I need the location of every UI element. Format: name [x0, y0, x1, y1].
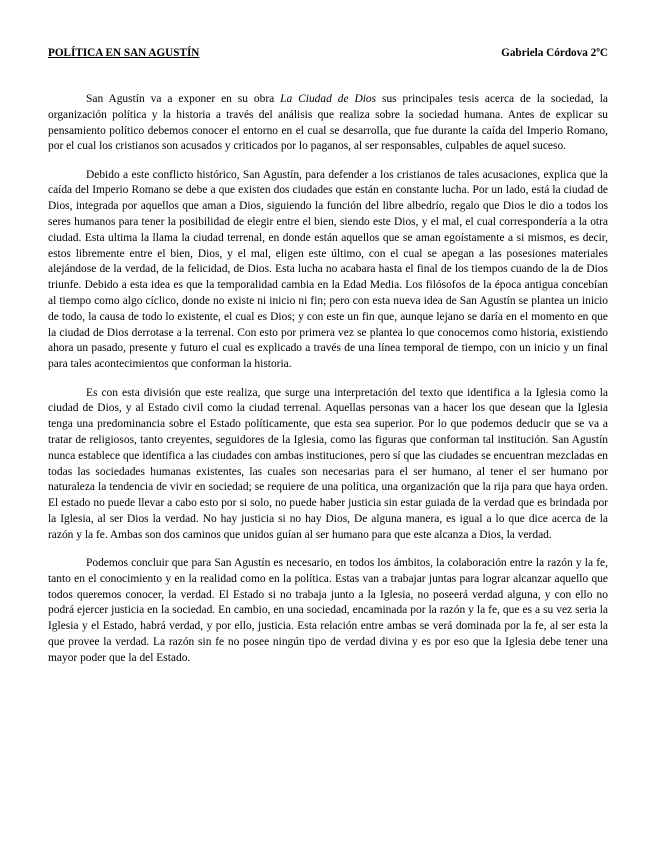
paragraph-4: Podemos concluir que para San Agustín es necesario, en todos los ámbitos, la colaboración entre la razón y la fe, tanto en el conocimiento y en la realidad como en la política. Estas van a trabajar juntas para lograr alcanzar aquello que todos queremos conocer, la verdad. El Estado si no trabaja junto a la Iglesia, no poseerá verdad alguna, y con ello no podrá ejercer justicia en la sociedad. En cambio, en una sociedad, encaminada por la razón y la fe, que es a su vez seria la Iglesia y el Estado, habrá verdad, y por ello, justicia. Esta relación entre ambas se verá dominada por la fe, al ser esta la que provee la verdad. La razón sin fe no posee ningún tipo de verdad divina y es por eso que la Iglesia debe tener una mayor poder que la del Estado.	[48, 557, 608, 664]
document-body	[48, 92, 608, 667]
document-page	[48, 46, 608, 679]
paragraph-1-start: San Agustín va a exponer en su obra	[86, 93, 281, 105]
paragraph-2: Debido a este conflicto histórico, San Agustín, para defender a los cristianos de tales acusaciones, explica que la caída del Imperio Romano se debe a que existen dos ciudades que están en constante lucha. Por un lado, está la ciudad de Dios, integrada por aquellos que aman a Dios, siguiendo la función del libre albedrío, regalo que Dios le dio a todos los seres humanos para tener la posibilidad de elegir entre el bien, siendo este Dios, y el mal, el cual correspondería a la otra ciudad. Esta ultima la llama la ciudad terrenal, en donde están aquellos que se aman egoístamente a si mismos, es decir, estos libremente entre el bien, Dios, y el mal, eligen este último, con el cual se apegan a las posesiones materiales alejándose de la verdad, de la felicidad, de Dios. Esta lucha no acabara hasta el final de los tiempos cuando de la de Dios triunfe. Debido a esta idea es que la temporalidad cambia en la Edad Media. Los filósofos de la época antigua concebían al tiempo como algo cíclico, donde no existe ni inicio ni fin; pero con esta nueva idea de San Agustín se plantea un inicio de todo, la causa de todo lo existente, el cual es Dios; y con este un fin que, aunque lejano se daría en el momento en que la ciudad de Dios derrotase a la terrenal. Con esto por primera vez se plantea lo que conocemos como historia, existiendo ahora un pasado, presente y futuro el cual es explicado a través de una línea temporal de tiempo, con un inicio y un final para tales acontecimientos que conforman la historia.	[48, 168, 608, 371]
author-name: Gabriela Córdova 2ºC	[501, 47, 608, 59]
paragraph-1-rest: sus principales tesis acerca de la sociedad, la organización política y la historia a través del análisis que realiza sobre la sociedad humana. Antes de explicar su pensamiento político debemos conocer el entorno en el cual se desarrolla, que fue durante la caída del Imperio Romano, por el cual los cristianos son acusados y criticados por lo paganos, al ser responsables, culpables de aquel suceso.	[48, 93, 608, 153]
paragraph-3: Es con esta división que este realiza, que surge una interpretación del texto que identifica a la Iglesia como la ciudad de Dios, y al Estado civil como la ciudad terrenal. Aquellas personas van a hacer los que desean que la Iglesia tenga una predominancia sobre el Estado políticamente, que esta sea superior. Por lo que podemos deducir que se va a tratar de religiosos, tanto creyentes, seguidores de la Iglesia, como las figuras que conforman tal institución. San Agustín nunca establece que identifica a las ciudades con ambas instituciones, pero sí que las ciudades se encuentran mezcladas en todas las sociedades humanas existentes, las cuales son necesarias para el ser humano, al tener el ser humano por naturaleza la tendencia de vivir en sociedad; se requiere de una política, una organización que la rija para que haya orden. El estado no puede llevar a cabo esto por si solo, no puede haber justicia sin estar guiada de la verdad que es brindada por la Iglesia, al ser Dios la verdad. No hay justicia si no hay Dios, De alguna manera, es igual a lo que dice acerca de la razón y la fe. Ambas son dos caminos que unidos guían al ser humano para que este alcanza a Dios, la verdad.	[48, 386, 608, 541]
document-title: POLÍTICA EN SAN AGUSTÍN	[48, 47, 200, 59]
document-header	[48, 46, 608, 60]
paragraph-1	[48, 92, 608, 155]
book-title: La Ciudad de Dios	[280, 93, 377, 105]
